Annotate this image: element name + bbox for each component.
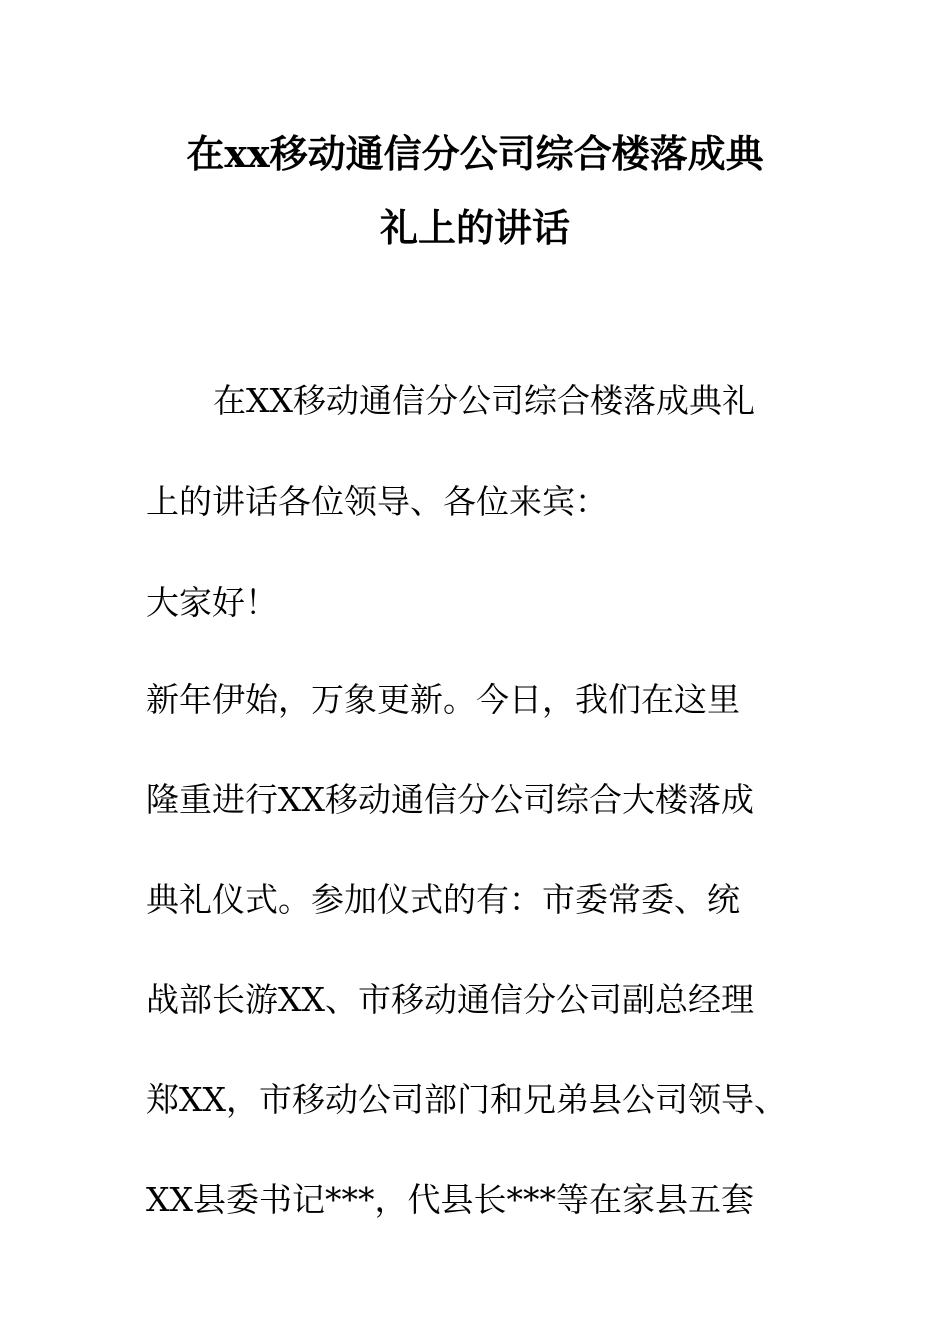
body-line: 隆重进行XX移动通信分公司综合大楼落成 xyxy=(146,780,754,819)
document-title-line-2: 礼上的讲话 xyxy=(379,205,570,250)
document-title-line-1: 在xx移动通信分公司综合楼落成典 xyxy=(186,131,764,176)
body-line: 上的讲话各位领导、各位来宾： xyxy=(146,482,608,521)
body-line: 新年伊始，万象更新。今日，我们在这里 xyxy=(146,680,740,719)
body-line: 大家好！ xyxy=(146,583,278,622)
body-line: XX县委书记***，代县长***等在家县五套 xyxy=(146,1180,754,1219)
body-line: 典礼仪式。参加仪式的有：市委常委、统 xyxy=(146,880,740,919)
body-line: 郑XX，市移动公司部门和兄弟县公司领导、 xyxy=(146,1080,787,1119)
body-line: 在XX移动通信分公司综合楼落成典礼 xyxy=(213,381,755,420)
body-line: 战部长游XX、市移动通信分公司副总经理 xyxy=(146,980,754,1019)
